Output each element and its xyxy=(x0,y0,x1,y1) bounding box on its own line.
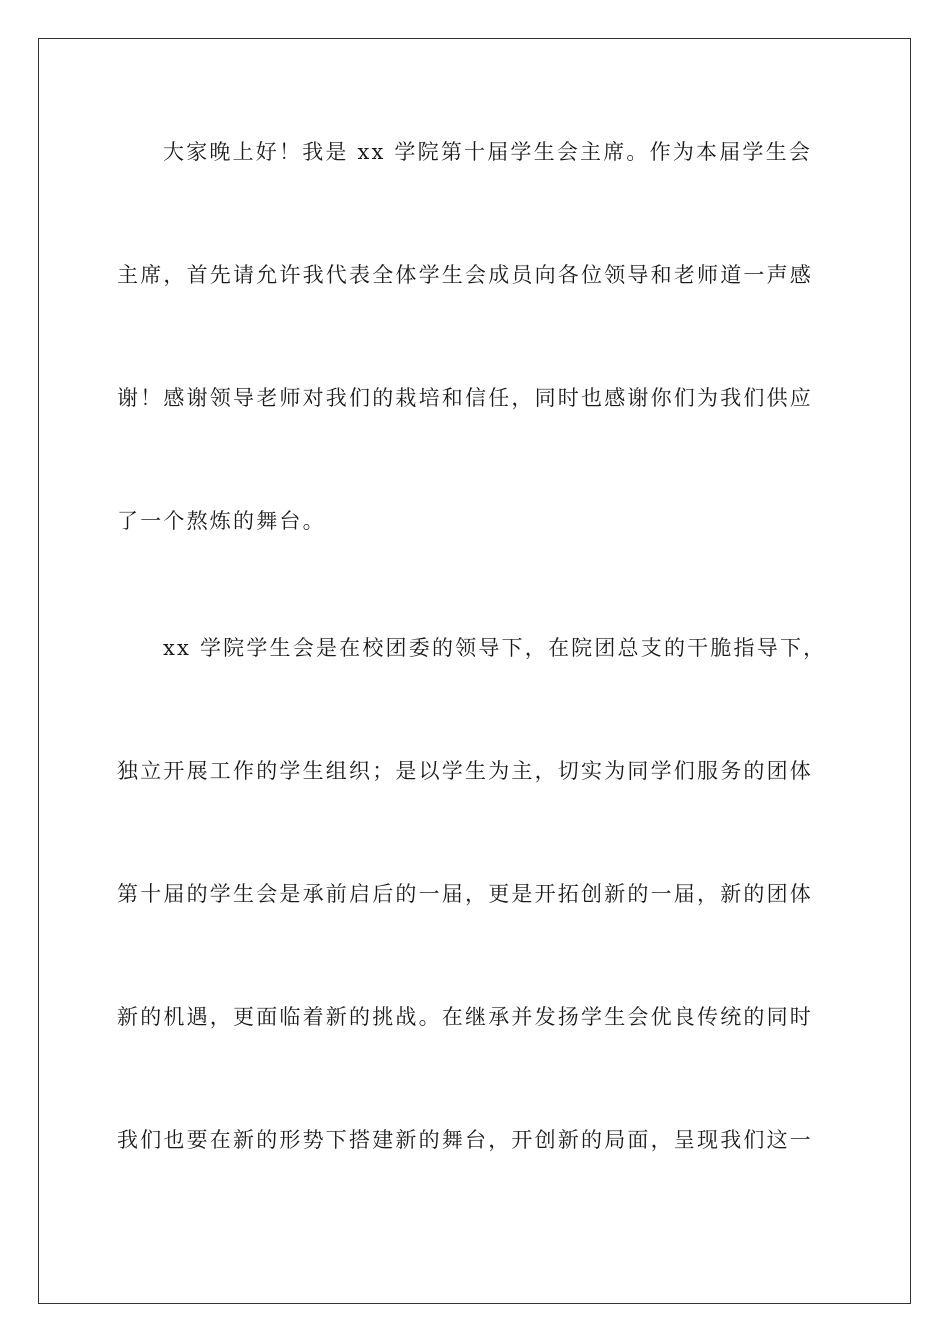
paragraph-1-line-4: 了一个熬炼的舞台。 xyxy=(117,509,326,533)
paragraph-1-line-1: 大家晚上好！我是 xx 学院第十届学生会主席。作为本届学生会 xyxy=(163,140,813,164)
page-border xyxy=(38,38,911,1304)
paragraph-2-line-2: 独立开展工作的学生组织；是以学生为主，切实为同学们服务的团体 xyxy=(117,759,813,783)
paragraph-1-line-3: 谢！感谢领导老师对我们的栽培和信任，同时也感谢你们为我们供应 xyxy=(117,386,813,410)
paragraph-2-line-1: xx 学院学生会是在校团委的领导下，在院团总支的干脆指导下， xyxy=(163,636,827,660)
paragraph-1-line-2: 主席，首先请允许我代表全体学生会成员向各位领导和老师道一声感 xyxy=(117,263,813,287)
paragraph-2-line-5: 我们也要在新的形势下搭建新的舞台，开创新的局面，呈现我们这一 xyxy=(117,1128,813,1152)
paragraph-2-line-4: 新的机遇，更面临着新的挑战。在继承并发扬学生会优良传统的同时 xyxy=(117,1005,813,1029)
paragraph-2-line-3: 第十届的学生会是承前启后的一届，更是开拓创新的一届，新的团体 xyxy=(117,882,813,906)
